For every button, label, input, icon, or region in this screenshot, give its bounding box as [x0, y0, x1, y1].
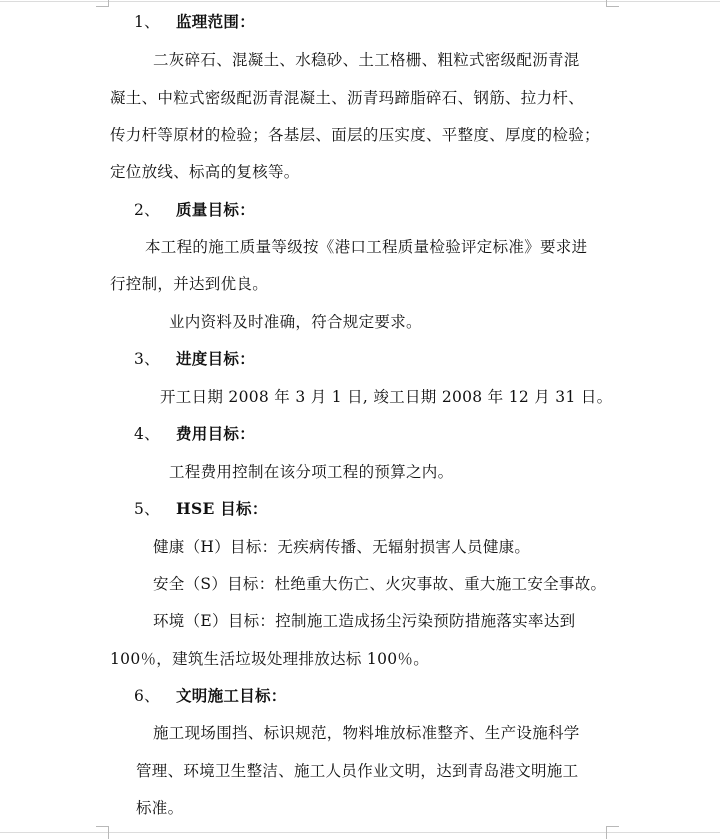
section-number: 2、 — [134, 201, 160, 219]
body-line: 100％，建筑生活垃圾处理排放达标 100％。 — [110, 650, 429, 668]
body-line: 环境（E）目标：控制施工造成扬尘污染预防措施落实率达到 — [153, 612, 576, 630]
section-heading — [134, 424, 255, 444]
body-line: 定位放线、标高的复核等。 — [110, 163, 300, 181]
crop-mark-bottom-right — [606, 826, 619, 839]
body-line: 本工程的施工质量等级按《港口工程质量检验评定标准》要求进 — [145, 238, 588, 256]
body-line: 施工现场围挡、标识规范，物料堆放标准整齐、生产设施科学 — [153, 724, 580, 742]
section-heading — [134, 349, 255, 369]
section-title: HSE 目标： — [176, 499, 268, 518]
body-line: 业内资料及时准确，符合规定要求。 — [169, 313, 422, 331]
body-line: 安全（S）目标：杜绝重大伤亡、火灾事故、重大施工安全事故。 — [153, 575, 607, 593]
section-number: 1、 — [134, 13, 160, 31]
section-number: 3、 — [134, 350, 160, 368]
body-line: 工程费用控制在该分项工程的预算之内。 — [169, 463, 454, 481]
crop-mark-bottom-left — [96, 826, 109, 839]
body-line: 开工日期 2008 年 3 月 1 日, 竣工日期 2008 年 12 月 31 日。 — [160, 388, 613, 406]
body-line: 凝土、中粒式密级配沥青混凝土、沥青玛蹄脂碎石、钢筋、拉力杆、 — [110, 89, 585, 107]
section-heading — [134, 499, 268, 519]
section-number: 4、 — [134, 425, 160, 443]
section-number: 6、 — [134, 687, 160, 705]
section-heading — [134, 200, 255, 220]
body-line: 管理、环境卫生整洁、施工人员作业文明，达到青岛港文明施工 — [136, 762, 579, 780]
body-line: 二灰碎石、混凝土、水稳砂、土工格栅、粗粒式密级配沥青混 — [153, 51, 580, 69]
body-line: 传力杆等原材的检验；各基层、面层的压实度、平整度、厚度的检验； — [110, 126, 600, 144]
section-heading — [134, 12, 255, 32]
section-title: 费用目标： — [176, 424, 256, 443]
body-line: 健康（H）目标：无疾病传播、无辐射损害人员健康。 — [153, 538, 531, 556]
section-title: 文明施工目标： — [176, 686, 287, 705]
crop-mark-top-left — [96, 0, 109, 7]
crop-mark-top-right — [606, 0, 619, 7]
section-number: 5、 — [134, 500, 160, 518]
section-title: 质量目标： — [176, 200, 256, 219]
section-heading — [134, 686, 287, 706]
section-title: 监理范围： — [176, 12, 256, 31]
section-title: 进度目标： — [176, 349, 256, 368]
body-line: 标准。 — [136, 799, 184, 817]
body-line: 行控制，并达到优良。 — [110, 275, 269, 293]
